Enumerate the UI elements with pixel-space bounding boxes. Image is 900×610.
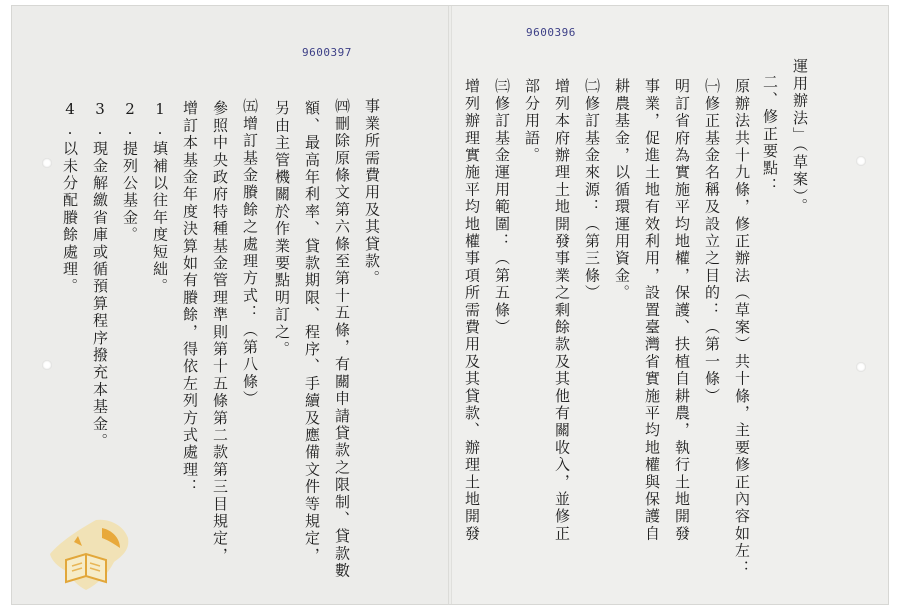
document-spread [12, 6, 888, 604]
archive-logo-icon [38, 516, 134, 596]
text-column: ㈣刪除原條文第六條至第十五條，有關申請貸款之限制、貸款數 [333, 98, 351, 580]
text-column: 事業，促進土地有效利用，設置臺灣省實施平均地權與保護自 [643, 78, 661, 543]
text-column: 4.以未分配賸餘處理。 [61, 100, 79, 296]
right-page [452, 6, 888, 604]
text-column: 額、最高年利率、貸款期限、程序、手續及應備文件等規定， [303, 100, 321, 565]
text-column: ㈡修訂基金來源：（第三條） [583, 78, 601, 302]
text-column: ㈤增訂基金賸餘之處理方式：（第八條） [241, 98, 259, 408]
text-column: ㈠修正基金名稱及設立之目的：（第一條） [703, 78, 721, 405]
text-column: 1.填補以往年度短絀。 [151, 100, 169, 296]
text-column: 另由主管機關於作業要點明訂之。 [273, 100, 291, 358]
text-column: 明訂省府為實施平均地權，保護、扶植自耕農，執行土地開發 [673, 78, 691, 543]
text-column: 2.提列公基金。 [121, 100, 139, 244]
text-column: ㈢修訂基金運用範圍：（第五條） [493, 78, 511, 336]
text-column: 耕農基金，以循環運用資金。 [613, 78, 631, 302]
binding-hole [42, 360, 52, 370]
binding-hole [856, 156, 866, 166]
left-page [12, 6, 448, 604]
binding-hole [42, 158, 52, 168]
text-column: 部分用語。 [523, 78, 541, 164]
text-column: 3.現金解繳省庫或循預算程序撥充本基金。 [91, 100, 109, 450]
text-column: 運用辦法」（草案）。 [791, 58, 809, 215]
page-stamp-number: 9600396 [526, 26, 576, 39]
text-column: 增列辦理實施平均地權事項所需費用及其貸款、辦理土地開發 [463, 78, 481, 543]
text-column: 增列本府辦理土地開發事業之剩餘款及其他有關收入，並修正 [553, 78, 571, 543]
text-column: 事業所需費用及其貸款。 [363, 98, 381, 288]
section-heading: 二、修正要點： [761, 74, 779, 195]
page-stamp-number: 9600397 [302, 46, 352, 59]
text-column: 增訂本基金年度決算如有賸餘，得依左列方式處理： [181, 100, 199, 496]
text-column: 原辦法共十九條，修正辦法（草案）共十條，主要修正內容如左： [733, 78, 751, 577]
text-column: 參照中央政府特種基金管理準則第十五條第二款第三目規定， [211, 100, 229, 565]
binding-hole [856, 362, 866, 372]
